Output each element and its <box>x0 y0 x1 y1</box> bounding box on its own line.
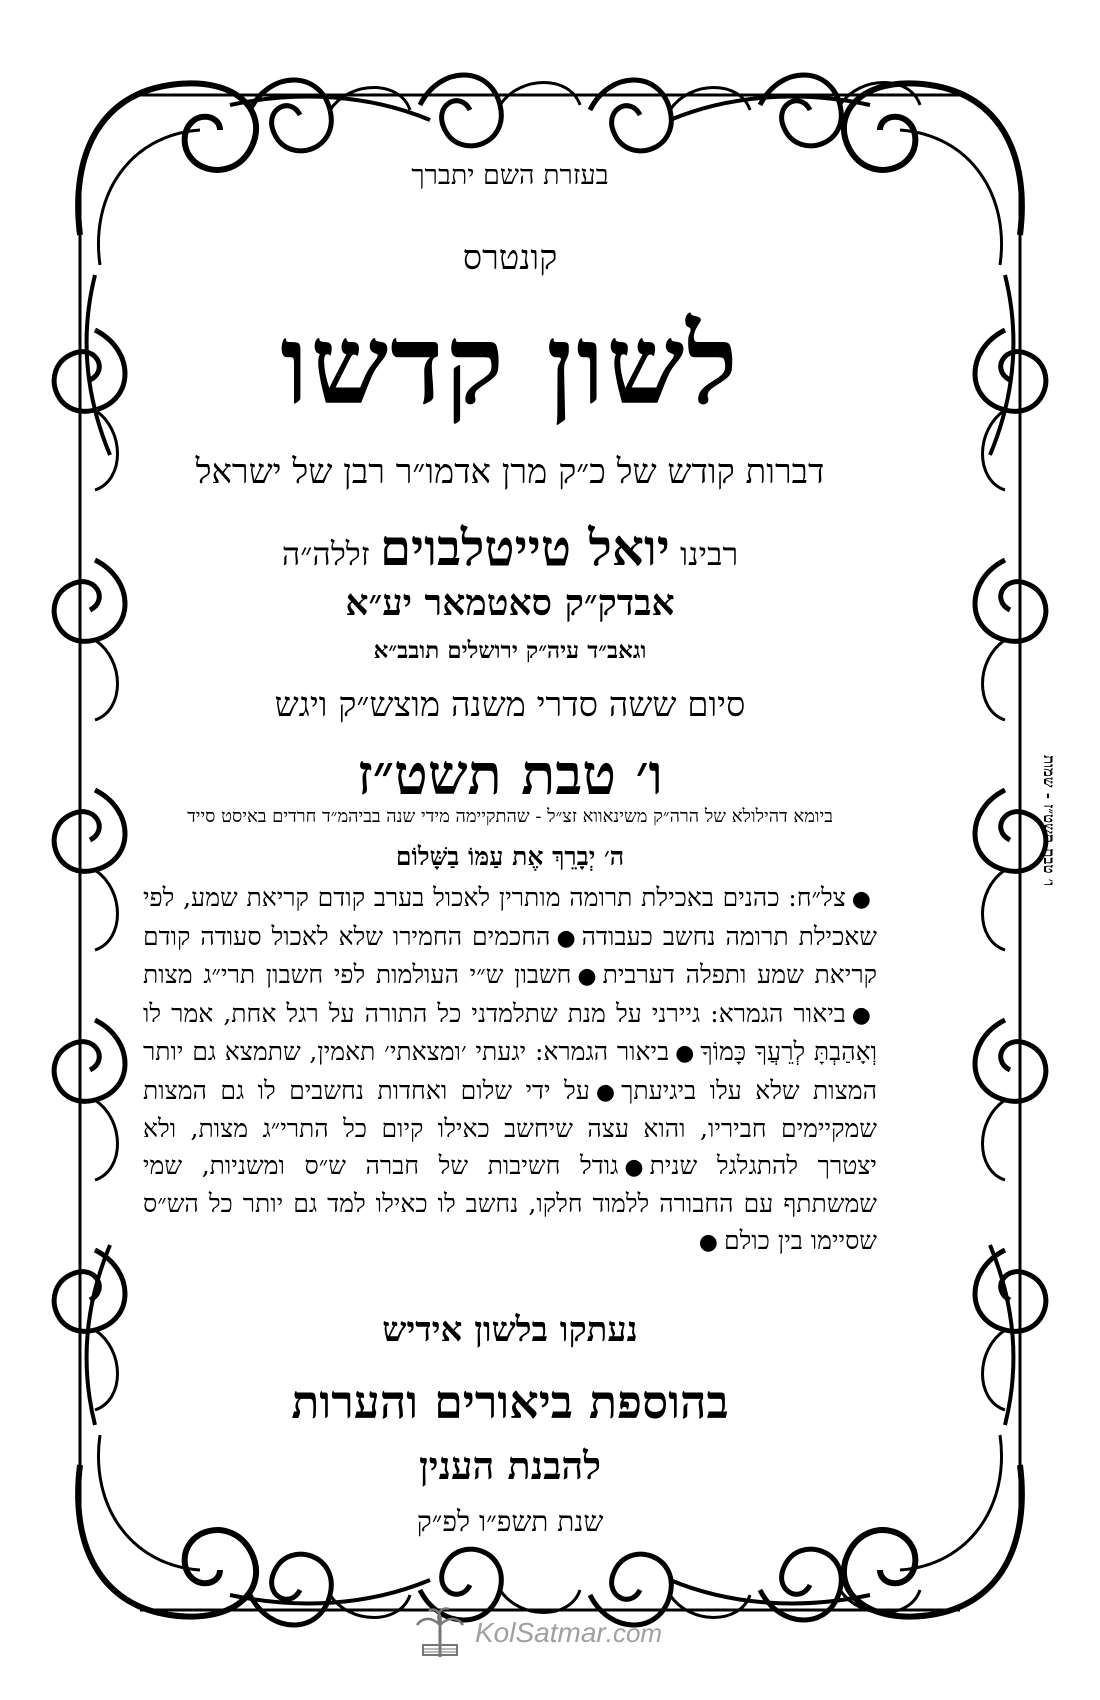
bullet-icon: ● <box>595 1079 616 1105</box>
bullet-icon: ● <box>577 964 597 989</box>
bullet-icon: ● <box>851 1002 871 1028</box>
summary-point: ביאור הגמרא: גיירני על מנת שתלמדני כל התורה על רגל אחת, אמר לו וְאָהַבְתָּ לְרֵעֲךָ כָּמוֹךָ <box>143 998 877 1066</box>
summary-point: ביאור הגמרא: יגעתי ׳ומצאתי׳ תאמין, שתמצא גם יותר המצות שלא עלו ביגיעתך <box>143 1037 877 1105</box>
summary-point: החכמים החמירו שלא לאכול סעודה קודם קריאת שמע ותפלה דערבית <box>143 921 877 989</box>
yoma-line: ביומא דהילולא של הרה״ק משינאווא זצ״ל - שהתקיימה מידי שנה בביהמ״ד חרדים באיסט סייד <box>187 806 833 827</box>
bullet-icon: ● <box>675 1041 695 1066</box>
year-line: שנת תשפ״ו לפ״ק <box>416 1505 604 1538</box>
summary-point: חשבון ש״י העולמות לפי חשבון תרי״ג מצות <box>143 960 572 989</box>
main-title: לשון קדשו <box>280 300 740 429</box>
bullet-icon: ● <box>698 1229 718 1255</box>
logo-domain: .com <box>605 1618 663 1648</box>
logo-text <box>475 1617 662 1649</box>
author-name-line <box>125 518 895 577</box>
author-title-2: וגאב״ד עיה״ק ירושלים תובב״א <box>373 637 647 664</box>
blessing-header: בעזרת השם יתברך <box>411 160 609 191</box>
summary-paragraph <box>143 880 877 1261</box>
side-label: ו׳ טבת תשט״ז - שמות <box>1040 755 1058 887</box>
palm-tree-icon <box>415 1605 465 1661</box>
occasion-date: ו׳ טבת תשט״ז <box>357 742 663 808</box>
occasion-line: סיום ששה סדרי משנה מוצש״ק ויגש <box>274 685 746 725</box>
translated-line: נעתקו בלשון אידיש <box>382 1310 638 1350</box>
bullet-icon: ● <box>851 887 871 912</box>
summary-point: צל״ח: כהנים באכילת תרומה מותרין לאכול בערב קודם קריאת שמע, לפי שאכילת תרומה נחשב כעבודה <box>143 883 877 951</box>
kolsatmar-logo[interactable] <box>415 1605 662 1661</box>
author-suffix: זללה״ה <box>281 535 370 573</box>
author-title: אבדק״ק סאטמאר יע״א <box>345 582 675 624</box>
author-line: דברות קודש של כ״ק מרן אדמו״ר רבן של ישראל <box>195 452 825 492</box>
peace-blessing: ה׳ יְבָרֵךְ אֶת עַמּוֹ בַשָּׁלוֹם <box>395 842 625 871</box>
logo-name: KolSatmar <box>475 1617 606 1648</box>
bullet-icon: ● <box>624 1154 644 1180</box>
summary-point: על ידי שלום ואחדות נחשבים לו גם המצות שמקיימים חביריו, והוא עצה שיחשב כאילו קיום כל התרי״ג מצות, ולא יצטרך להתגלגל שנית <box>143 1075 877 1180</box>
author-prefix: רבינו <box>680 535 739 573</box>
author-name: יואל טייטלבוים <box>379 518 670 577</box>
bullet-icon: ● <box>556 925 576 951</box>
kuntres-label: קונטרס <box>462 238 558 278</box>
understanding-line: להבנת הענין <box>418 1443 602 1488</box>
additions-line: בהוספת ביאורים והערות <box>291 1375 729 1429</box>
summary-point: גודל חשיבות של חברה ש״ס ומשניות, שמי שמשתתף עם החבורה ללמוד חלקו, נחשב לו כאילו למד גם יותר כל הש״ס שסיימו בין כולם <box>143 1150 877 1255</box>
